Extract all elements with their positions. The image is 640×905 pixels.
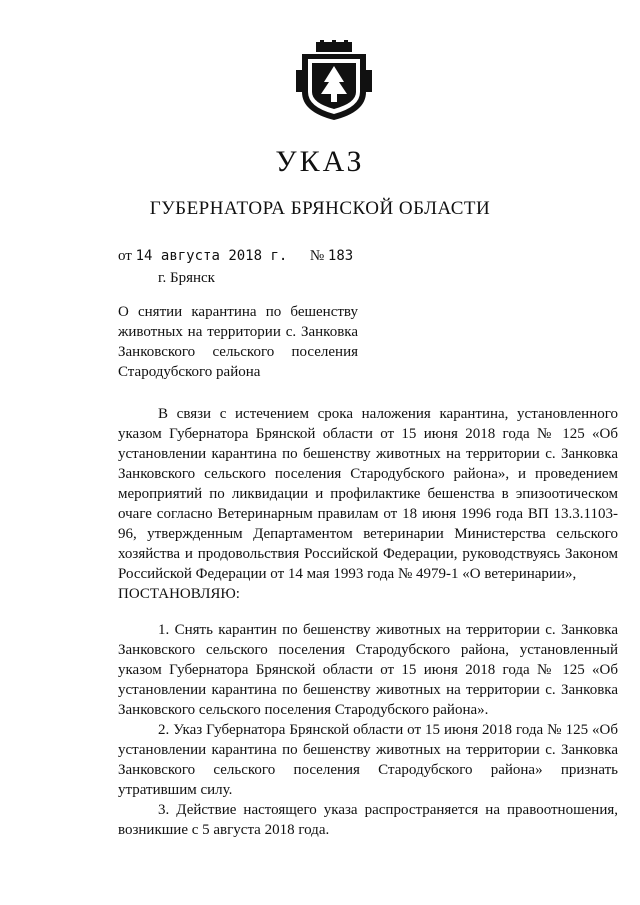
number-prefix: № [309,248,325,264]
document-issuer: ГУБЕРНАТОРА БРЯНСКОЙ ОБЛАСТИ [149,198,491,219]
decree-item: 2. Указ Губернатора Брянской области от 15 июня 2018 года № 125 «Об установлении карантина по бешенству животных на территории с. Занковка Занковского сельского поселения Стародубского района» признать утратившим силу. [118,722,618,798]
subject-line: животных на территории с. Занковка [118,324,358,340]
date-prefix: от [118,248,132,264]
subject-line: Занковского сельского поселения [118,344,358,360]
city: г. Брянск [158,270,215,286]
number-value: 183 [327,248,354,264]
decree-item: 1. Снять карантин по бешенству животных на территории с. Занковка Занковского сельского поселения Стародубского района, установленный указом Губернатора Брянской области от 15 июня 2018 года № 125 «Об установлении карантина по бешенству животных на территории с. Занковка Занковского сельского поселения Стародубского района». [118,622,618,718]
subject-block [118,302,358,382]
decree-item: 3. Действие настоящего указа распространяется на правоотношения, возникшие с 5 августа 2018 года. [118,802,618,838]
preamble-paragraph: В связи с истечением срока наложения карантина, установленного указом Губернатора Брянской области от 15 июня 2018 года № 125 «Об установлении карантина по бешенству животных на территории с. Занковка Занковского сельского поселения Стародубского района», и проведением мероприятий по ликвидации и профилактике бешенства в эпизоотическом очаге согласно Ветеринарным правилам от 18 июня 1996 года ВП 13.3.1103-96, утвержденным Департаментом ветеринарии Министерства сельского хозяйства и продовольствия Российской Федерации, руководствуясь Законом Российской Федерации от 14 мая 1993 года № 4979-1 «О ветеринарии», [118,406,618,582]
decree-word: ПОСТАНОВЛЯЮ: [118,586,240,602]
document-title: УКАЗ [275,145,365,178]
document-body [118,404,618,840]
date-value: 14 августа 2018 г. [135,248,288,264]
subject-line: О снятии карантина по бешенству [118,304,358,320]
coat-of-arms-icon [294,40,374,122]
subject-line: Стародубского района [118,364,261,380]
date-number-line [118,248,353,265]
